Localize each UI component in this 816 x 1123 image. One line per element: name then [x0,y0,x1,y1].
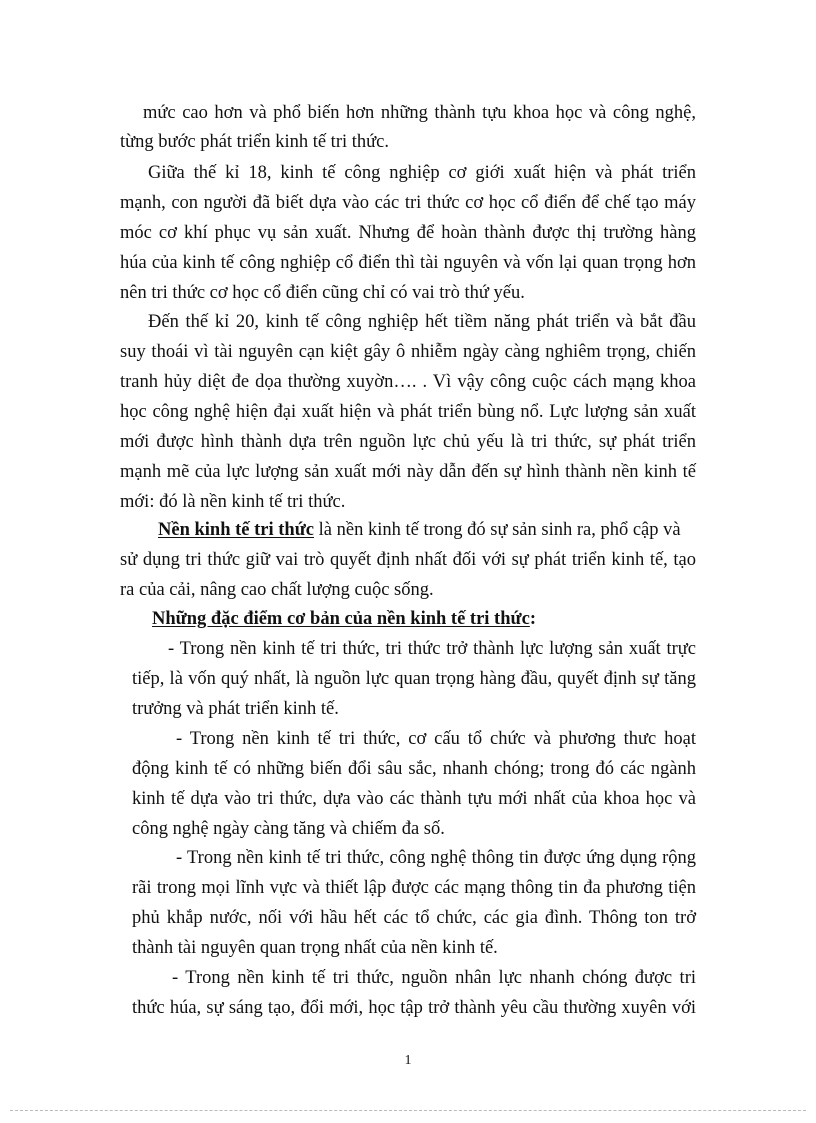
page-bottom-edge [10,1110,806,1111]
bullet-line: - Trong nền kinh tế tri thức, công nghệ thông tin được ứng dụng rộng [176,848,696,868]
body-line: móc cơ khí phục vụ sản xuất. Nhưng để hoàn thành được thị trường hàng [120,223,696,243]
body-line: tranh hủy diệt đe dọa thường xuyờn…. . Vì vậy công cuộc cách mạng khoa [120,372,696,392]
body-line: mới: đó là nền kinh tế tri thức. [120,492,346,512]
bullet-line: thức húa, sự sáng tạo, đổi mới, học tập trở thành yêu cầu thường xuyên với [132,998,696,1018]
body-line: Giữa thế kỉ 18, kinh tế công nghiệp cơ giới xuất hiện và phát triển [148,163,696,183]
bullet-line: trưởng và phát triển kinh tế. [132,699,339,719]
body-line: sử dụng tri thức giữ vai trò quyết định nhất đối với sự phát triển kinh tế, tạo [120,550,696,570]
defined-term: Nền kinh tế tri thức [158,520,315,540]
definition-text: là nền kinh tế trong đó sự sản sinh ra, phổ cập và [314,520,681,540]
bullet-line: phủ khắp nước, nối với hầu hết các tổ chức, các gia đình. Thông ton trở [132,908,696,928]
page-number: 1 [404,1053,412,1068]
body-line: nên tri thức cơ học cổ điển cũng chỉ có vai trò thứ yếu. [120,283,525,303]
bullet-line: thành tài nguyên quan trọng nhất của nền kinh tế. [132,938,498,958]
body-line: học công nghệ hiện đại xuất hiện và phát triển bùng nổ. Lực lượng sản xuất [120,402,696,422]
section-heading-colon: : [529,609,536,629]
section-heading-text: Những đặc điểm cơ bản của nền kinh tế tri thức [152,609,530,629]
section-heading [152,607,536,631]
body-line: Đến thế kỉ 20, kinh tế công nghiệp hết tiềm năng phát triển và bắt đầu [148,312,696,332]
body-line: mạnh, con người đã biết dựa vào các tri thức cơ học cổ điển để chế tạo máy [120,193,696,213]
bullet-line: kinh tế dựa vào tri thức, dựa vào các thành tựu mới nhất của khoa học và [132,789,696,809]
bullet-line: - Trong nền kinh tế tri thức, nguồn nhân lực nhanh chóng được tri [172,968,696,988]
body-line: mức cao hơn và phổ biến hơn những thành tựu khoa học và công nghệ, [143,103,696,123]
body-line: húa của kinh tế công nghiệp cổ điển thì tài nguyên và vốn lại quan trọng hơn [120,253,696,273]
body-line: từng bước phát triển kinh tế tri thức. [120,132,389,152]
bullet-line: động kinh tế có những biến đổi sâu sắc, nhanh chóng; trong đó các ngành [132,759,696,779]
body-line: mạnh mẽ của lực lượng sản xuất mới này dẫn đến sự hình thành nền kinh tế [120,462,696,482]
bullet-line: công nghệ ngày càng tăng và chiếm đa số. [132,819,445,839]
body-line: ra của cải, nâng cao chất lượng cuộc sống. [120,580,434,600]
body-line: suy thoái vì tài nguyên cạn kiệt gây ô nhiễm ngày càng nghiêm trọng, chiến [120,342,696,362]
bullet-line: - Trong nền kinh tế tri thức, cơ cấu tổ chức và phương thưc hoạt [176,729,696,749]
body-line: mới được hình thành dựa trên nguồn lực chủ yếu là tri thức, sự phát triển [120,432,696,452]
definition-line [158,518,681,542]
bullet-line: tiếp, là vốn quý nhất, là nguồn lực quan trọng hàng đầu, quyết định sự tăng [132,669,696,689]
bullet-line: - Trong nền kinh tế tri thức, tri thức trở thành lực lượng sản xuất trực [168,639,696,659]
bullet-line: rãi trong mọi lĩnh vực và thiết lập được các mạng thông tin đa phương tiện [132,878,696,898]
